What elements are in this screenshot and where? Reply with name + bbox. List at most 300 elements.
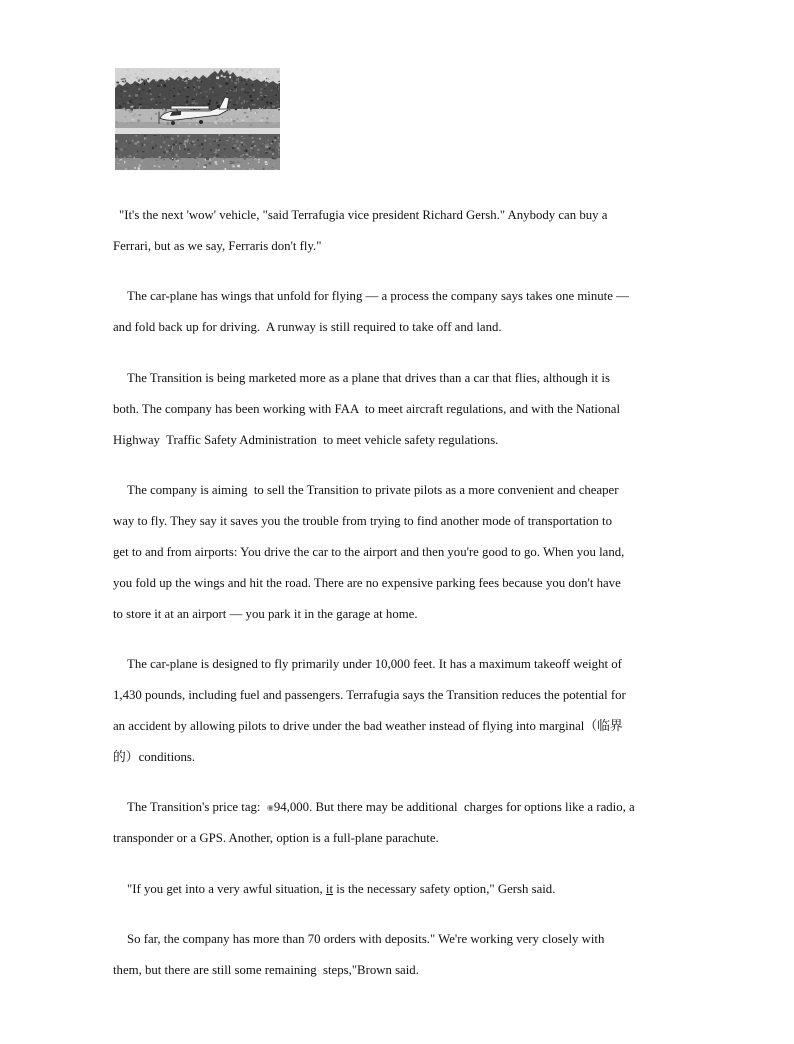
photo-grain	[224, 157, 225, 159]
photo-grain	[250, 81, 252, 84]
photo-grain	[233, 144, 236, 147]
photo-grain	[200, 92, 202, 94]
photo-grain	[257, 149, 259, 151]
photo-grain	[226, 92, 228, 94]
photo-grain	[168, 142, 171, 145]
photo-grain	[175, 141, 176, 142]
photo-grain	[137, 120, 140, 122]
photo-grain	[246, 79, 249, 81]
photo-grain	[158, 151, 159, 152]
photo-grain	[210, 159, 211, 161]
photo-grain	[120, 160, 122, 162]
photo-grain	[255, 168, 256, 169]
photo-grain	[273, 163, 275, 164]
photo-grain	[241, 136, 242, 137]
photo-grain	[269, 111, 270, 113]
photo-grain	[266, 146, 268, 148]
photo-grain	[209, 138, 212, 139]
photo-grain	[267, 139, 269, 142]
photo-grain	[214, 141, 217, 142]
photo-grain	[129, 75, 132, 76]
photo-grain	[164, 98, 165, 100]
photo-grain	[194, 169, 195, 170]
photo-grain	[122, 81, 124, 82]
text-line: 的）conditions.	[113, 750, 196, 765]
paragraph-marketing	[113, 363, 713, 456]
photo-grain	[123, 146, 126, 148]
photo-grain	[248, 135, 251, 136]
text-line: them, but there are still some remaining steps,"Brown said.	[113, 963, 419, 978]
price-line-start: The Transition's price tag:	[127, 800, 267, 815]
photo-grain	[272, 105, 275, 107]
photo-grain	[188, 135, 190, 137]
photo-grain	[194, 88, 195, 91]
photo-grain	[115, 140, 118, 142]
photo-grain	[134, 163, 136, 164]
photo-grain	[116, 156, 117, 158]
photo-grain	[177, 70, 179, 71]
photo-grain	[178, 90, 180, 92]
photo-grain	[143, 144, 145, 145]
photo-grain	[153, 165, 155, 167]
photo-grain	[128, 142, 131, 144]
photo-grain	[253, 156, 255, 158]
photo-grain	[137, 151, 138, 153]
paragraph-safety-quote	[113, 874, 713, 905]
photo-grain	[229, 79, 231, 81]
photo-grain	[165, 144, 167, 145]
photo-grain	[172, 158, 173, 159]
text-line-safety	[113, 874, 713, 905]
photo-grain	[231, 89, 232, 90]
photo-grain	[237, 165, 240, 167]
photo-grain	[117, 84, 118, 85]
photo-grain	[126, 168, 127, 170]
photo-grain	[158, 96, 160, 98]
photo-grain	[253, 89, 255, 92]
photo-grain	[249, 156, 252, 157]
photo-grain	[212, 87, 215, 90]
photo-grain	[238, 95, 240, 96]
photo-grain	[265, 151, 267, 152]
photo-grain	[251, 149, 252, 151]
safety-line-start: "If you get into a very awful situation,	[127, 881, 326, 896]
photo-grain	[169, 90, 171, 91]
photo-grain	[258, 162, 260, 164]
photo-grain	[244, 100, 246, 103]
photo-grain	[238, 81, 239, 83]
photo-grain	[277, 86, 278, 88]
photo-grain	[208, 123, 210, 125]
photo-grain	[124, 157, 126, 159]
photo-grain	[183, 137, 184, 139]
photo-grain	[212, 91, 213, 94]
photo-grain	[164, 120, 167, 123]
photo-grain	[203, 70, 204, 71]
photo-grain	[130, 155, 132, 157]
photo-grain	[242, 69, 243, 71]
photo-grain	[144, 95, 145, 97]
photo-grain	[152, 74, 155, 76]
paragraph-wings	[113, 281, 713, 343]
photo-grain	[193, 153, 195, 155]
photo-grain	[152, 71, 154, 73]
photo-grain	[226, 87, 228, 89]
photo-grain	[272, 153, 274, 155]
photo-grain	[267, 78, 269, 80]
photo-grain	[246, 72, 248, 74]
photo-grain	[141, 143, 143, 146]
photo-grain	[146, 144, 149, 146]
photo-grain	[186, 81, 188, 84]
photo-grain	[182, 162, 184, 164]
photo-grain	[179, 143, 182, 144]
photo-grain	[279, 83, 280, 84]
photo-grain	[232, 147, 235, 148]
photo-grain	[125, 122, 126, 123]
photo-grain	[129, 147, 131, 149]
photo-grain	[265, 141, 266, 143]
photo-grain	[253, 141, 255, 142]
photo-grain	[174, 88, 175, 89]
photo-grain	[187, 139, 188, 141]
photo-grain	[274, 137, 277, 139]
photo-grain	[241, 79, 242, 81]
photo-grain	[278, 81, 280, 82]
photo-grain	[194, 84, 196, 86]
photo-grain	[132, 116, 133, 118]
photo-grain	[134, 157, 135, 159]
photo-grain	[158, 166, 160, 167]
photo-grain	[252, 142, 253, 143]
photo-grain	[259, 138, 261, 140]
photo-grain	[173, 167, 174, 168]
photo-grain	[149, 88, 151, 90]
photo-grain	[204, 135, 206, 137]
photo-grain	[239, 149, 240, 151]
text-line: The company is aiming to sell the Transition to private pilots as a more convenient and cheaper	[127, 482, 619, 497]
photo-grain	[278, 149, 279, 151]
photo-grain	[136, 77, 139, 80]
photo-grain	[122, 142, 124, 144]
photo-grain	[137, 84, 139, 86]
photo-grain	[213, 138, 215, 140]
photo-runway	[115, 128, 280, 134]
photo-grain	[270, 142, 272, 143]
photo-grain	[254, 71, 257, 73]
photo-grain	[172, 103, 174, 104]
photo-grain	[164, 136, 166, 138]
photo-grain	[184, 143, 186, 145]
photo-grain	[278, 137, 280, 139]
photo-grain	[220, 119, 221, 120]
photo-grain	[223, 160, 224, 163]
photo-grain	[190, 104, 193, 105]
text-line: to store it at an airport — you park it in the garage at home.	[113, 606, 418, 621]
photo-grain	[134, 158, 137, 159]
photo-grain	[239, 97, 240, 100]
photo-grain	[143, 79, 145, 81]
photo-grain	[230, 100, 232, 101]
text-line: 1,430 pounds, including fuel and passengers. Terrafugia says the Transition reduces the potential for	[113, 688, 626, 703]
photo-grain	[167, 136, 169, 137]
photo-grain	[161, 84, 162, 86]
photo-grain	[255, 169, 258, 170]
photo-grain	[156, 81, 158, 82]
text-line: The car-plane is designed to fly primarily under 10,000 feet. It has a maximum takeoff weight of	[127, 657, 622, 672]
photo-grain	[236, 169, 238, 170]
photo-grain	[210, 123, 212, 125]
photo-grain	[222, 148, 223, 149]
photo-grain	[154, 80, 155, 82]
photo-grain	[204, 168, 206, 169]
photo-grain	[120, 148, 123, 151]
photo-grain	[165, 148, 166, 149]
photo-grain	[194, 139, 196, 141]
photo-grain	[150, 152, 152, 153]
photo-grain	[279, 145, 280, 147]
photo-grain	[123, 95, 125, 97]
photo-grain	[274, 139, 276, 140]
photo-grain	[198, 145, 201, 146]
photo-grain	[267, 108, 268, 109]
photo-grain	[267, 107, 270, 109]
photo-grain	[248, 88, 251, 89]
photo-grain	[252, 160, 253, 162]
photo-grain	[176, 160, 178, 162]
photo-grain	[228, 135, 231, 136]
photo-grain	[132, 140, 134, 142]
photo-grain	[216, 155, 218, 157]
photo-grain	[234, 123, 235, 125]
photo-grain	[235, 151, 238, 152]
photo-grain	[139, 107, 140, 109]
photo-grain	[204, 91, 206, 92]
photo-grain	[244, 112, 247, 113]
photo-grain	[156, 104, 157, 105]
photo-grain	[170, 100, 172, 101]
photo-grain	[267, 103, 268, 105]
photo-grain	[266, 102, 268, 104]
photo-grain	[273, 88, 275, 89]
photo-grain	[239, 144, 241, 146]
photo-grain	[265, 152, 268, 153]
photo-grain	[263, 146, 264, 148]
photo-grain	[233, 91, 236, 92]
photo-grain	[179, 166, 180, 168]
photo-grain	[163, 165, 165, 166]
photo-grain	[192, 141, 194, 143]
photo-grain	[170, 156, 171, 158]
photo-grain	[141, 75, 142, 77]
photo-grain	[220, 101, 221, 102]
photo-grain	[260, 145, 261, 147]
text-line: and fold back up for driving. A runway is still required to take off and land.	[113, 320, 502, 335]
photo-grain	[262, 98, 263, 100]
photo-grain	[142, 89, 144, 91]
photo-grain	[203, 166, 206, 168]
photo-grain	[143, 142, 145, 144]
photo-grain	[170, 147, 172, 148]
photo-grain	[136, 100, 138, 101]
photo-grain	[131, 103, 134, 105]
photo-grain	[245, 91, 247, 93]
photo-grain	[127, 77, 130, 78]
photo-grain	[231, 155, 232, 157]
photo-grain	[162, 135, 164, 137]
photo-grain	[256, 138, 258, 140]
photo-grain	[261, 73, 263, 74]
photo-grain	[197, 80, 198, 82]
photo-grain	[186, 156, 188, 157]
photo-grain	[127, 69, 129, 71]
photo-grain	[171, 138, 172, 141]
photo-grain	[256, 75, 258, 76]
photo-grain	[221, 117, 222, 118]
photo-grain	[248, 163, 249, 164]
photo-grain	[196, 93, 197, 95]
safety-line-rest: is the necessary safety option," Gersh said.	[333, 881, 556, 896]
photo-grain	[123, 90, 126, 92]
photo-grain	[123, 108, 125, 110]
photo-grain	[266, 78, 267, 79]
photo-grain	[230, 96, 233, 98]
photo-grain	[187, 149, 190, 151]
photo-grain	[131, 119, 134, 121]
photo-grain	[224, 121, 225, 123]
photo-grain	[250, 69, 252, 71]
photo-grain	[160, 102, 162, 103]
photo-grain	[125, 75, 127, 76]
photo-grain	[127, 155, 129, 157]
photo-grain	[246, 155, 247, 157]
photo-grain	[179, 146, 180, 148]
photo-grain	[156, 160, 158, 161]
photo-grain	[117, 98, 118, 100]
photo-grain	[182, 98, 183, 101]
photo-grain	[272, 115, 274, 117]
photo-grain	[257, 159, 259, 161]
photo-grain	[253, 168, 255, 169]
photo-grain	[125, 116, 126, 117]
photo-grain	[232, 141, 233, 143]
photo-grain	[187, 87, 189, 88]
photo-grain	[125, 80, 126, 83]
photo-grain	[180, 148, 181, 150]
photo-grain	[130, 106, 133, 107]
photo-grain	[144, 83, 145, 86]
photo-grain	[242, 138, 245, 139]
photo-grain	[136, 135, 137, 137]
photo-grain	[223, 76, 225, 78]
photo-grain	[137, 141, 139, 143]
photo-grain	[143, 167, 145, 168]
text-line: an accident by allowing pilots to drive under the bad weather instead of flying into marginal（临界	[113, 719, 623, 734]
photo-grain	[244, 158, 246, 160]
photo-grain	[163, 141, 166, 143]
photo-grain	[260, 152, 263, 153]
photo-grain	[253, 150, 254, 151]
photo-grain	[244, 116, 245, 117]
photo-grain	[256, 142, 257, 143]
photo-grain	[263, 158, 265, 159]
photo-grain	[198, 87, 200, 89]
photo-grain	[242, 108, 243, 109]
photo-grain	[273, 137, 275, 138]
text-line: transponder or a GPS. Another, option is a full-plane parachute.	[113, 831, 439, 846]
photo-grain	[206, 96, 208, 98]
photo-grain	[265, 80, 266, 82]
photo-grain	[123, 103, 125, 104]
photo-grain	[262, 143, 264, 144]
photo-grain	[216, 118, 218, 120]
text-line: get to and from airports: You drive the car to the airport and then you're good to go. When you land,	[113, 544, 625, 559]
photo-grain	[229, 137, 231, 138]
photo-grain	[232, 161, 235, 164]
photo-grain	[154, 135, 157, 136]
photo-grain	[188, 79, 190, 80]
photo-grain	[136, 154, 137, 155]
photo-grain	[175, 134, 178, 136]
photo-grain	[148, 90, 151, 92]
photo-grain	[138, 88, 141, 90]
photo-grain	[245, 142, 248, 144]
photo-grain	[231, 119, 232, 121]
photo-grain	[213, 157, 216, 159]
photo-grain	[246, 154, 249, 156]
photo-grain	[135, 94, 138, 97]
photo-grain	[132, 115, 134, 116]
photo-grain	[155, 145, 157, 147]
photo-grain	[151, 98, 153, 100]
photo-grain	[210, 143, 211, 146]
photo-grain	[271, 77, 274, 79]
photo-grain	[195, 103, 198, 105]
photo-grain	[172, 153, 173, 155]
photo-grain	[254, 110, 256, 111]
photo-grain	[138, 145, 139, 146]
photo-grain	[232, 166, 235, 168]
photo-grain	[251, 85, 253, 87]
photo-grain	[245, 84, 247, 85]
photo-grain	[162, 73, 163, 75]
photo-grain	[163, 104, 165, 105]
text-line: both. The company has been working with FAA to meet aircraft regulations, and with the National	[113, 401, 621, 416]
photo-grain	[192, 99, 195, 100]
photo-grain	[230, 90, 231, 91]
photo-grain	[197, 163, 198, 165]
photo-grain	[201, 79, 202, 81]
photo-grain	[253, 78, 255, 79]
photo-grain	[263, 77, 265, 79]
photo-grain	[206, 157, 209, 160]
photo-grain	[156, 102, 157, 104]
photo-grain	[182, 88, 184, 91]
photo-grain	[198, 162, 199, 164]
photo-grain	[217, 148, 218, 150]
photo-grain	[275, 99, 277, 100]
photo-grain	[254, 145, 256, 146]
text-line: you fold up the wings and hit the road. There are no expensive parking fees because you don't have	[113, 575, 621, 590]
photo-grain	[240, 155, 242, 157]
photo-grain	[243, 89, 244, 90]
price-line-rest: 94,000. But there may be additional charges for options like a radio, a	[273, 800, 635, 815]
photo-grain	[164, 85, 167, 87]
photo-grain	[194, 144, 196, 145]
photo-grain	[150, 109, 153, 111]
photo-grain	[264, 106, 265, 108]
photo-grain	[171, 148, 173, 150]
